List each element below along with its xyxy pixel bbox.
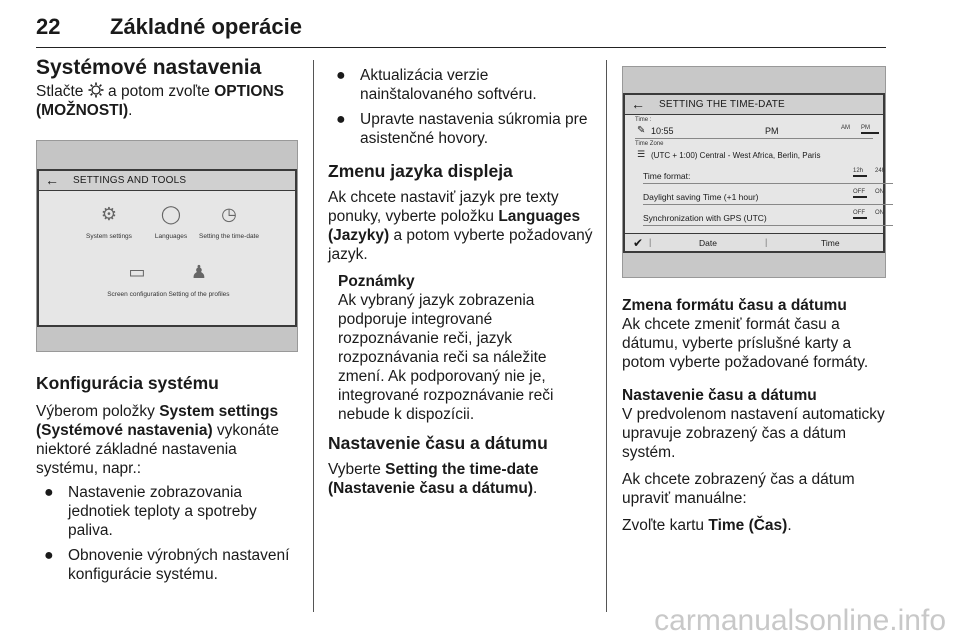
note-text: Ak vybraný jazyk zobrazenia podporuje integrované rozpoznávanie reči, jazyk rozpoznávania reči sa náležite zmení. Ak podporovaný nie je, integrované rozpoznávanie reči nebude k dispozícii. (338, 292, 554, 423)
bullet-icon: ● (44, 547, 54, 564)
column-divider (313, 60, 314, 612)
list-item: ● Upravte nastavenia súkromia pre asistenčné hovory. (336, 111, 588, 147)
section-title-language: Zmenu jazyka displeja (328, 161, 513, 181)
option-off[interactable]: OFF (853, 210, 865, 216)
tab-divider: | (765, 237, 768, 247)
column-2 (328, 66, 596, 498)
edit-pencil-icon[interactable]: ✎ (637, 125, 646, 136)
page-number: 22 (36, 14, 61, 39)
bullet-icon: ● (336, 67, 346, 84)
section-title-set-time: Nastavenie času a dátumu (622, 387, 817, 404)
screen-header: ← SETTINGS AND TOOLS (39, 171, 295, 191)
languages-icon: ◯ (160, 204, 182, 224)
tab-divider: | (649, 237, 652, 247)
back-arrow-icon: ← (631, 96, 645, 112)
pm-toggle[interactable]: PM (861, 125, 870, 131)
row-daylight-saving[interactable]: Daylight saving Time (+1 hour) OFF ON (643, 189, 893, 205)
tab-date[interactable]: Date (699, 238, 717, 248)
clock-calendar-icon: ◷ (221, 204, 237, 224)
tool-screen-configuration[interactable]: ▭ Screen configuration (101, 261, 173, 298)
option-24h[interactable]: 24h (875, 168, 886, 174)
note-title: Poznámky (338, 273, 415, 290)
intro-paragraph: Stlačte a potom zvoľte OPTIONS (MOŽNOSTI). (36, 83, 284, 119)
column-divider (606, 60, 607, 612)
format-paragraph: Ak chcete zmeniť formát času a dátumu, vyberte príslušné karty a potom vyberte požadované formáty. (622, 316, 869, 371)
settings-tools-display (37, 169, 297, 327)
tool-profiles[interactable]: ♟ Setting of the profiles (163, 261, 235, 298)
list-item: ● Aktualizácia verzie nainštalovaného softvéru. (336, 67, 537, 103)
time-zone-value[interactable]: (UTC + 1:00) Central - West Africa, Berlin, Paris (651, 151, 821, 160)
time-date-display: ← SETTING THE TIME-DATE Time : ✎ 10:55 PM AM PM Time Zone ☰ (UTC + 1:00) Central - West Africa, Berlin, Paris Time format: 12h 24h Daylight saving Time (+1 hour) OFF ON Synchronization with GPS (UTC) OFF ON ✔ | Date | Time (623, 93, 885, 253)
list-item: ● Nastavenie zobrazovania jednotiek teploty a spotreby paliva. (44, 484, 257, 539)
language-paragraph: Ak chcete nastaviť jazyk pre texty ponuky, vyberte položku Languages (Jazyky) a potom vyberte požadovaný jazyk. (328, 189, 593, 263)
section-title-system-settings: Systémové nastavenia (36, 56, 262, 79)
gears-icon: ⚙ (100, 204, 118, 224)
screen-header: ← SETTING THE TIME-DATE (625, 95, 883, 115)
tool-languages[interactable]: ◯ Languages (135, 203, 207, 240)
confirm-check-icon[interactable]: ✔ (633, 236, 644, 250)
tool-system-settings[interactable]: ⚙ System settings (73, 203, 145, 240)
bullet-icon: ● (336, 111, 346, 128)
option-12h[interactable]: 12h (853, 168, 863, 174)
section-title-time-date: Nastavenie času a dátumu (328, 433, 548, 453)
option-off[interactable]: OFF (853, 189, 865, 195)
time-date-paragraph: Vyberte Setting the time-date (Nastavenie času a dátumu). (328, 461, 539, 497)
am-toggle[interactable]: AM (841, 125, 850, 131)
tab-time[interactable]: Time (821, 238, 840, 248)
option-on[interactable]: ON (875, 210, 884, 216)
choose-tab-paragraph: Zvoľte kartu Time (Čas). (622, 517, 792, 534)
time-date-screenshot (622, 66, 886, 278)
settings-gear-icon (88, 82, 104, 98)
column-1 (36, 56, 298, 120)
settings-tools-screenshot (36, 140, 298, 352)
note-block (328, 272, 596, 424)
ampm-value: PM (765, 126, 779, 136)
back-arrow-icon: ← (45, 172, 59, 188)
profile-icon: ♟ (190, 262, 208, 282)
set-time-paragraph: V predvolenom nastavení automaticky upravuje zobrazený čas a dátum systém. (622, 406, 885, 461)
screen-icon: ▭ (128, 262, 146, 282)
watermark: carmanualsonline.info (654, 604, 946, 637)
list-icon: ☰ (637, 149, 646, 159)
page-header (36, 8, 886, 48)
tab-bar (625, 233, 883, 251)
column-3 (622, 296, 888, 535)
tool-time-date[interactable]: ◷ Setting the time-date (193, 203, 265, 240)
section-title-format: Zmena formátu času a dátumu (622, 297, 847, 314)
chapter-title: Základné operácie (110, 14, 302, 39)
time-value[interactable]: 10:55 (651, 126, 674, 136)
manual-paragraph: Ak chcete zobrazený čas a dátum upraviť manuálne: (622, 471, 855, 507)
option-on[interactable]: ON (875, 189, 884, 195)
bullet-icon: ● (44, 484, 54, 501)
configuration-paragraph: Výberom položky System settings (Systémové nastavenia) vykonáte niektoré základné nastavenia systému, napr.: (36, 403, 279, 477)
row-time-format[interactable]: Time format: 12h 24h (643, 168, 893, 184)
column-1-lower (36, 372, 298, 584)
list-item: ● Obnovenie výrobných nastavení konfigurácie systému. (44, 547, 290, 583)
section-title-configuration: Konfigurácia systému (36, 373, 219, 393)
row-gps-sync[interactable]: Synchronization with GPS (UTC) OFF ON (643, 210, 893, 226)
